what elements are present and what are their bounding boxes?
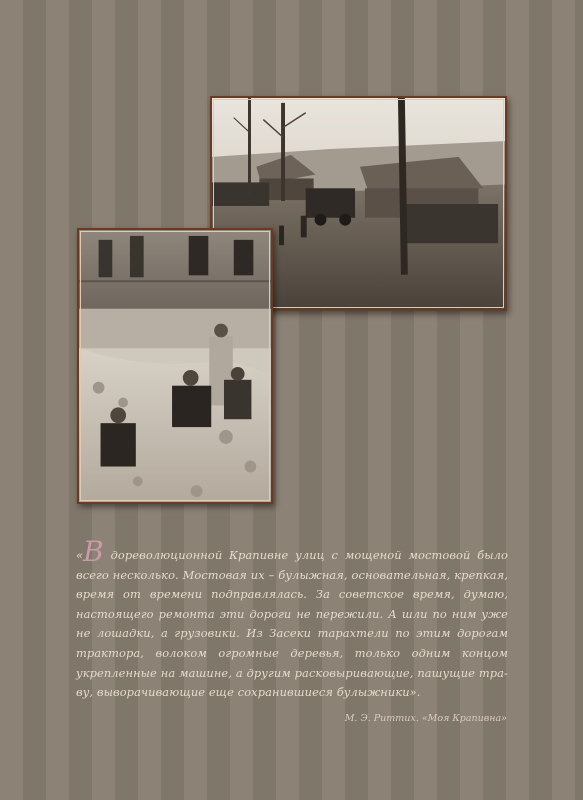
photo-children-by-house [77, 228, 273, 504]
quote-dropcap: В [83, 535, 104, 568]
quote-block [76, 535, 508, 703]
quote-body: дореволюционной Крапивне улиц с мощеной мостовой было всего несколько. Мостовая их – булыжная, основательная, крепкая, время от времени подправлялась. За советское время, думаю, настоящего ремонта эти дороги не пережили. А шли по ним уже не лошадки, а грузовики. Из Засеки тарахтели по этим дорогам трактора, волоком огромные деревья, только одним концом укрепленные на машине, а другим расковыривающие, пашущие тра-ву, выворачивающие еще сохранившиеся булыжники». [76, 548, 508, 700]
photo-children-by-house-image [79, 230, 271, 502]
quote-attribution: М. Э. Риттих. «Моя Крапивна» [344, 713, 507, 724]
quote-open-mark: « [76, 548, 84, 562]
